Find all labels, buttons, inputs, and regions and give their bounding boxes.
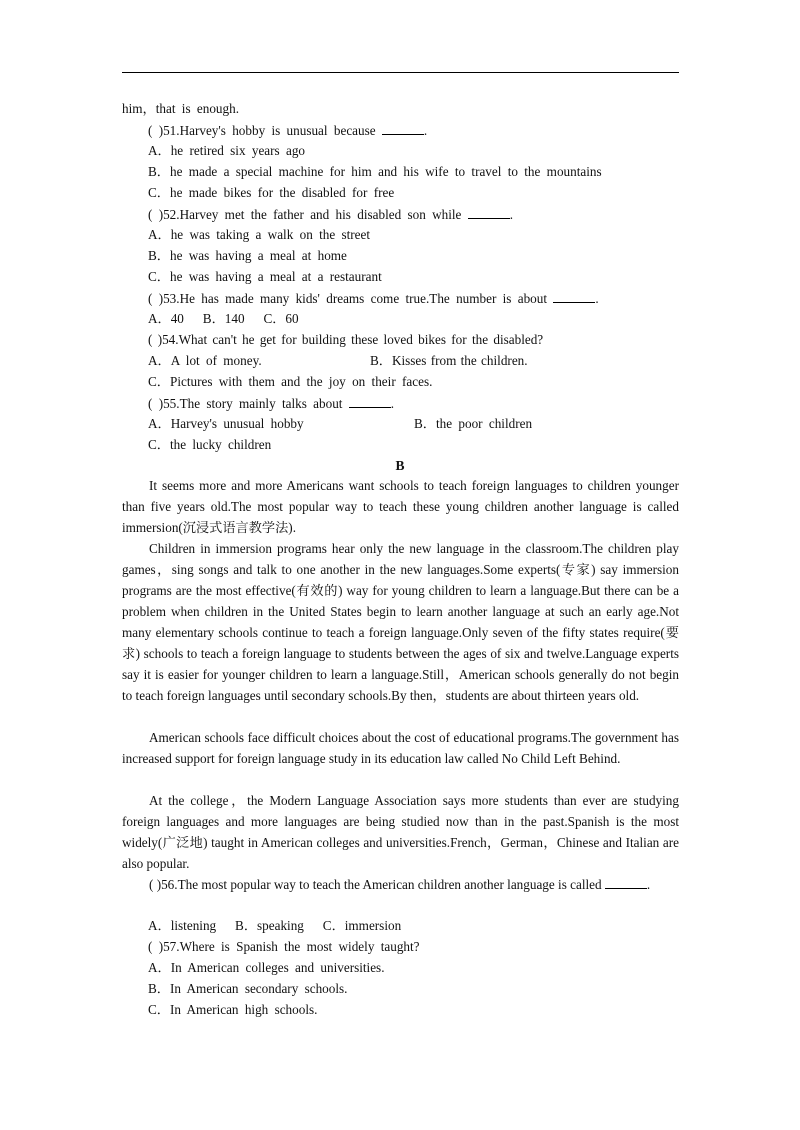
- option-54-b: B．Kisses from the children.: [370, 353, 528, 368]
- answer-blank: [468, 206, 510, 219]
- option-52-b: B．he was having a meal at home: [148, 248, 347, 263]
- passage-paragraph-3: American schools face difficult choices about the cost of educational programs.The government has increased support for foreign language study in its education law called No Child Left Behind.: [122, 730, 679, 766]
- question-number: ( )52.: [148, 207, 180, 222]
- question-number: ( )53.: [148, 291, 180, 306]
- option-57-b: B．In American secondary schools.: [148, 981, 348, 996]
- option-52-c: C．he was having a meal at a restaurant: [148, 269, 382, 284]
- option-54-a: A．A lot of money.: [148, 353, 262, 368]
- question-text: Harvey's hobby is unusual because: [179, 123, 376, 138]
- passage-paragraph-2: Children in immersion programs hear only the new language in the classroom.The children play games，sing songs and talk to one another in the new languages.Some experts(专家) say immersion programs are the most effective(有效的) way for young children to learn a language.But there can be a problem when children in the United States begin to learn another language at such an early age.Not many elementary schools continue to teach a foreign language.Only seven of the fifty states require(要求) schools to teach a foreign language to students between the ages of six and twelve.Language experts say it is easier for younger children to learn a language.Still，American schools generally do not begin to teach foreign languages until secondary schools.By then，students are about thirteen years old.: [122, 541, 679, 703]
- option-51-c: C．he made bikes for the disabled for free: [148, 185, 395, 200]
- option-54-c: C．Pictures with them and the joy on their faces.: [148, 374, 433, 389]
- option-52-a: A．he was taking a walk on the street: [148, 227, 371, 242]
- question-text: Where is Spanish the most widely taught?: [179, 939, 420, 954]
- option-55-c: C．the lucky children: [148, 437, 272, 452]
- answer-blank: [605, 876, 647, 889]
- options-53: A．40 B．140 C．60: [148, 311, 299, 326]
- passage-paragraph-1: It seems more and more Americans want schools to teach foreign languages to children younger than five years old.The most popular way to teach these young children another language is called immersion(沉浸式语言教学法).: [122, 478, 679, 535]
- question-55: ( )55.The story mainly talks about .: [148, 396, 395, 411]
- passage-paragraph-4: At the college，the Modern Language Association says more students than ever are studying foreign languages and more languages are being studied now than in the past.Spanish is the most widely(广泛地) taught in American colleges and universities.French，German，Chinese and Italian are also popular.: [122, 793, 679, 871]
- question-number: ( )51.: [148, 123, 180, 138]
- question-51: ( )51.Harvey's hobby is unusual because .: [148, 123, 428, 138]
- question-text: Harvey met the father and his disabled son while: [179, 207, 462, 222]
- option-51-a: A．he retired six years ago: [148, 143, 306, 158]
- options-56: A．listening B．speaking C．immersion: [148, 918, 402, 933]
- option-51-b: B．he made a special machine for him and his wife to travel to the mountains: [148, 164, 602, 179]
- question-text: The most popular way to teach the American children another language is called: [177, 877, 602, 892]
- option-55-b: B．the poor children: [414, 416, 533, 431]
- question-text: He has made many kids' dreams come true.The number is about: [179, 291, 548, 306]
- question-number: ( )57.: [148, 939, 180, 954]
- question-57: [148, 939, 420, 955]
- answer-blank: [553, 290, 595, 303]
- continuation-text: him，that is enough.: [122, 101, 239, 116]
- question-52: ( )52.Harvey met the father and his disabled son while .: [148, 207, 513, 222]
- question-text: What can't he get for building these loved bikes for the disabled?: [178, 332, 544, 347]
- question-53: ( )53.He has made many kids' dreams come true.The number is about .: [148, 291, 599, 306]
- answer-blank: [382, 122, 424, 135]
- answer-blank: [349, 395, 391, 408]
- question-number: ( )54.: [148, 332, 179, 347]
- section-heading: B: [395, 458, 405, 473]
- question-54: [148, 332, 543, 348]
- question-56: ( )56.The most popular way to teach the American children another language is called .: [149, 877, 651, 892]
- question-number: ( )56.: [149, 877, 178, 892]
- header-rule: [122, 72, 679, 73]
- question-number: ( )55.: [148, 396, 180, 411]
- question-text: The story mainly talks about: [179, 396, 343, 411]
- option-55-a: A．Harvey's unusual hobby: [148, 416, 304, 431]
- option-57-c: C．In American high schools.: [148, 1002, 318, 1017]
- option-57-a: A．In American colleges and universities.: [148, 960, 385, 975]
